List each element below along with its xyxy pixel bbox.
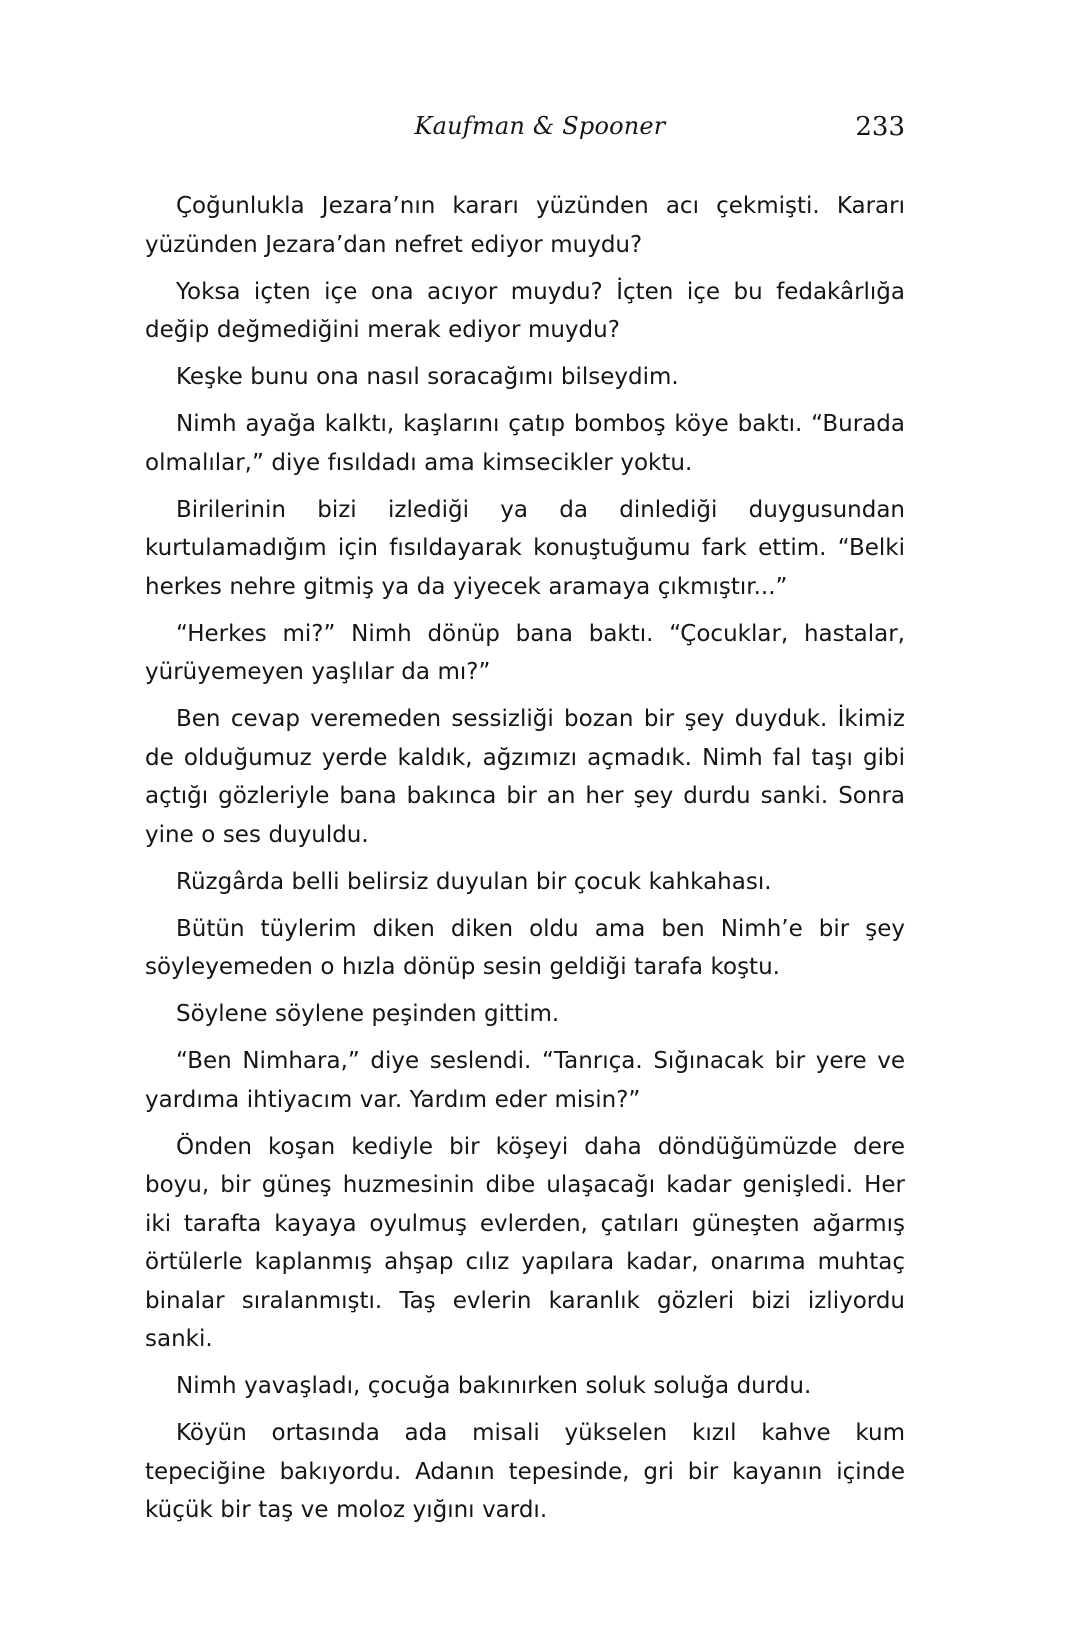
paragraph: Rüzgârda belli belirsiz duyulan bir çocuk kahkahası.	[176, 868, 772, 895]
paragraph: Köyün ortasında ada misali yükselen kızıl kahve kum tepeciğine bakıyordu. Adanın tepesinde, gri bir kayanın içinde küçük bir taş ve moloz yığını vardı.	[145, 1420, 905, 1523]
paragraph: Söylene söylene peşinden gittim.	[176, 1001, 560, 1027]
paragraph: Nimh yavaşladı, çocuğa bakınırken soluk soluğa durdu.	[176, 1373, 812, 1399]
paragraph: Nimh ayağa kalktı, kaşlarını çatıp bomboş köye baktı. “Burada olmalılar,” diye fısıldadı ama kimsecikler yoktu.	[145, 411, 905, 476]
paragraph: Keşke bunu ona nasıl soracağımı bilseydim.	[176, 364, 679, 390]
paragraph: Önden koşan kediyle bir köşeyi daha döndüğümüzde dere boyu, bir güneş huzmesinin dibe ulaşacağı kadar genişledi. Her iki tarafta kayaya oyulmuş evlerden, çatıları güneşten ağarmış örtülerle kaplanmış ahşap cılız yapılara kadar, onarıma muhtaç binalar sıralanmıştı. Taş evlerin karanlık gözleri bizi izliyordu sanki.	[145, 1133, 905, 1352]
page-number: 233	[855, 112, 905, 142]
body-text	[145, 187, 905, 1538]
paragraph: “Ben Nimhara,” diye seslendi. “Tanrıça. Sığınacak bir yere ve yardıma ihtiyacım var. Yardım eder misin?”	[145, 1048, 905, 1113]
page-header	[0, 112, 1080, 152]
running-head: Kaufman & Spooner	[414, 112, 666, 140]
paragraph: Birilerinin bizi izlediği ya da dinlediği duygusundan kurtulamadığım için fısıldayarak konuştuğumu fark ettim. “Belki herkes nehre gitmiş ya da yiyecek aramaya çıkmıştır...”	[145, 496, 905, 600]
paragraph: Bütün tüylerim diken diken oldu ama ben Nimh’e bir şey söyleyemeden o hızla dönüp sesin geldiği tarafa koştu.	[145, 915, 905, 980]
paragraph: Yoksa içten içe ona acıyor muydu? İçten içe bu fedakârlığa değip değmediğini merak ediyor muydu?	[145, 278, 905, 343]
paragraph: Ben cevap veremeden sessizliği bozan bir şey duyduk. İkimiz de olduğumuz yerde kaldık, ağzımızı açmadık. Nimh fal taşı gibi açtığı gözleriyle bana bakınca bir an her şey durdu sanki. Sonra yine o ses duyuldu.	[145, 706, 905, 848]
paragraph: “Herkes mi?” Nimh dönüp bana baktı. “Çocuklar, hastalar, yürüyemeyen yaşlılar da mı?”	[145, 620, 905, 685]
paragraph: Çoğunlukla Jezara’nın kararı yüzünden acı çekmişti. Kararı yüzünden Jezara’dan nefret ediyor muydu?	[145, 193, 905, 258]
